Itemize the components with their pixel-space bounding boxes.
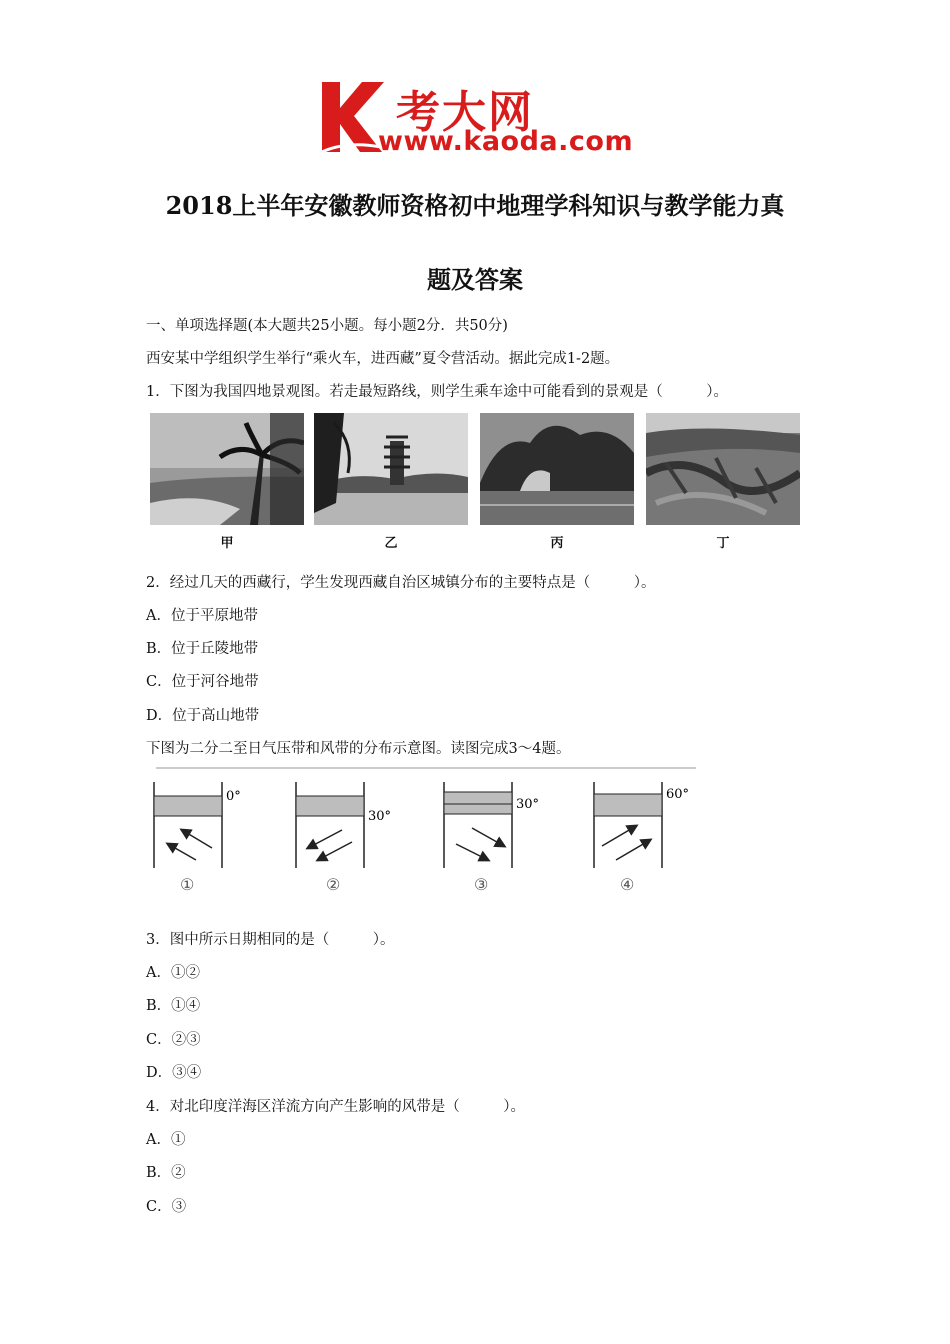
photo-beach — [150, 413, 304, 525]
lat-label: 30° — [516, 797, 540, 812]
logo-brand: 考大网 — [396, 87, 534, 138]
photo-label: 乙 — [384, 536, 398, 551]
panel-number: ② — [326, 875, 341, 894]
panel-2 — [296, 782, 391, 894]
intro-text: 下图为二分二至日气压带和风带的分布示意图。读图完成3～4题。 — [146, 741, 571, 757]
landscape-photos — [146, 410, 806, 555]
panel-3 — [444, 782, 539, 894]
photo-label: 甲 — [220, 536, 234, 551]
photo-label: 丙 — [550, 536, 564, 551]
photo-pagoda — [314, 413, 468, 525]
photo-loess — [646, 413, 800, 525]
panel-number: ③ — [474, 875, 489, 894]
panel-4 — [594, 782, 689, 894]
option: A．①② — [146, 965, 200, 981]
option: A．位于平原地带 — [146, 608, 258, 624]
site-logo — [318, 78, 640, 158]
option: C．②③ — [146, 1032, 201, 1048]
photo-karst — [480, 413, 634, 525]
lat-label: 60° — [666, 787, 690, 802]
question-4: 4．对北印度洋海区洋流方向产生影响的风带是（ ）。 — [146, 1099, 525, 1115]
question-2: 2．经过几天的西藏行，学生发现西藏自治区城镇分布的主要特点是（ ）。 — [146, 575, 656, 591]
photo-label: 丁 — [716, 536, 730, 551]
panel-number: ④ — [620, 875, 635, 894]
section-heading: 一、单项选择题(本大题共25小题。每小题2分．共50分) — [146, 318, 508, 334]
option: C．位于河谷地带 — [146, 674, 259, 690]
panel-number: ① — [180, 875, 195, 894]
option: D．③④ — [146, 1065, 202, 1081]
option: B．①④ — [146, 998, 201, 1014]
option: B．② — [146, 1165, 186, 1181]
lat-label: 30° — [368, 809, 392, 824]
option: D．位于高山地带 — [146, 708, 260, 724]
panel-1 — [154, 782, 241, 894]
doc-title-line1: 2018上半年安徽教师资格初中地理学科知识与教学能力真 — [165, 191, 785, 220]
option: A．① — [146, 1132, 186, 1148]
lat-label: 0° — [226, 789, 241, 804]
option: C．③ — [146, 1199, 187, 1215]
intro-text: 西安某中学组织学生举行“乘火车，进西藏”夏令营活动。据此完成1-2题。 — [146, 351, 620, 367]
question-3: 3．图中所示日期相同的是（ ）。 — [146, 932, 395, 948]
pressure-belt-diagram — [146, 764, 701, 900]
question-1: 1．下图为我国四地景观图。若走最短路线，则学生乘车途中可能看到的景观是（ ）。 — [146, 384, 728, 400]
doc-title-line2: 题及答案 — [427, 265, 523, 294]
option: B．位于丘陵地带 — [146, 641, 259, 657]
logo-url: www.kaoda.com — [378, 126, 634, 157]
